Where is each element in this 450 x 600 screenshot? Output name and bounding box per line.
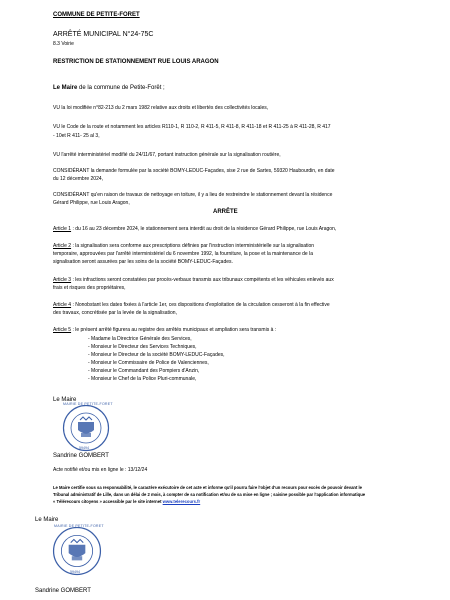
article-3-text-2: frais et risques des propriétaires,	[53, 285, 126, 291]
vu-line-2: VU le Code de la route et notamment les articles R110-1, R 110-2, R 411-5, R 411-8, R 411-18 et R 411-25 à R 411-28, R 417	[53, 124, 331, 130]
article-2-text-3: signalisation seront assurées par les soins de la société BOMY-LEDUC-Façades.	[53, 259, 233, 265]
signature-1-name: Sandrine GOMBERT	[53, 453, 109, 459]
article-1-label: Article 1	[53, 226, 72, 232]
category-label: 8.3 Voirie	[53, 41, 74, 47]
considerant-1-line-1: CONSIDÉRANT la demande formulée par la société BOMY-LEDUC-Façades, sise 2 rue de Sartes, 59320 Haubourdin, en date	[53, 168, 335, 174]
arrete-heading: ARRÊTE	[213, 209, 238, 215]
article-5-label: Article 5	[53, 327, 72, 333]
article-4	[53, 302, 330, 308]
signature-2-name: Sandrine GOMBERT	[35, 588, 91, 594]
article-5	[53, 327, 276, 333]
town-seal-2	[52, 526, 102, 576]
recipient-1: - Madame la Directrice Générale des Services,	[88, 336, 192, 342]
signature-1-role: Le Maire	[53, 397, 77, 403]
seal-1-text: MAIRIE DE PETITE-FORET	[63, 402, 113, 406]
recipient-6: - Monsieur le Chef de la Police Pluri-communale,	[88, 376, 197, 382]
maire-intro-rest: de la commune de Petite-Forêt ;	[77, 85, 165, 91]
article-3-label: Article 3	[53, 277, 72, 283]
signature-2-role: Le Maire	[35, 517, 59, 523]
document-title: RESTRICTION DE STATIONNEMENT RUE LOUIS ARAGON	[53, 59, 219, 65]
town-seal-1	[62, 404, 110, 452]
legal-notice-1: Le Maire certifie sous sa responsabilité, le caractère exécutoire de cet acte et informe qu'il pourra faire l'objet d'un recours pour excès de pouvoir devant le	[53, 485, 363, 490]
vu-line-3: - 10et R 411- 25 al 3,	[53, 133, 100, 139]
commune-name: COMMUNE DE PETITE-FORET	[53, 12, 140, 18]
seal-1-bottom: 59494	[79, 446, 89, 450]
maire-intro-bold: Le Maire	[53, 85, 78, 91]
recipient-2: - Monsieur le Directeur des Services Techniques,	[88, 344, 197, 350]
considerant-1-line-2: du 12 décembre 2024,	[53, 176, 104, 182]
article-1-text: : du 16 au 23 décembre 2024, le stationnement sera interdit au droit de la résidence Gérard Philippe, rue Louis Aragon,	[71, 226, 337, 232]
publication-date: Acte notifié et/ou mis en ligne le : 13/12/24	[53, 467, 148, 473]
article-4-label: Article 4	[53, 302, 72, 308]
article-2-label: Article 2	[53, 243, 72, 249]
legal-notice-3	[53, 499, 200, 504]
arrete-number: ARRÊTÉ MUNICIPAL N°24-75C	[53, 31, 154, 38]
article-3-text-1: : les infractions seront constatées par procès-verbaux transmis aux tribunaux compétents et les véhicules enlevés aux	[71, 277, 334, 283]
vu-line-1: VU la loi modifiée n°82-213 du 2 mars 1982 relative aux droits et libertés des collectivités locales,	[53, 105, 269, 111]
recipient-3: - Monsieur le Directeur de la société BOMY-LEDUC-Façades,	[88, 352, 225, 358]
telerecours-link[interactable]: www.telerecours.fr	[162, 499, 201, 504]
article-2-text-2: temporaire, approuvées par l'arrêté interministériel du 6 novembre 1992, la fourniture, la pose et la maintenance de la	[53, 251, 313, 257]
recipient-5: - Monsieur le Commandant des Pompiers d'Anzin,	[88, 368, 200, 374]
seal-2-text: MAIRIE DE PETITE-FORET	[54, 524, 104, 528]
article-3	[53, 277, 334, 283]
recipient-4: - Monsieur le Commissaire de Police de Valenciennes,	[88, 360, 209, 366]
considerant-2-line-2: Gérard Philippe, rue Louis Aragon,	[53, 200, 130, 206]
legal-notice-3-text: « Télérecours citoyens » accessible par le site internet	[53, 499, 163, 504]
seal-2-bottom: 59494	[70, 570, 80, 574]
article-4-text-2: des travaux, concrétisée par la levée de la signalisation,	[53, 310, 177, 316]
article-1	[53, 226, 336, 232]
article-2	[53, 243, 314, 249]
legal-notice-2: Tribunal administratif de Lille, dans un délai de 2 mois, à compter de sa notification et/ou de sa mise en ligne ; saisine possible par l'application informatique	[53, 492, 366, 497]
maire-intro	[53, 85, 165, 93]
article-2-text-1: : la signalisation sera conforme aux prescriptions définies par l'instruction interministérielle sur la signalisation	[71, 243, 315, 249]
article-5-text-1: : le présent arrêté figurera au registre des arrêtés municipaux et ampliation sera transmis à :	[71, 327, 277, 333]
vu-line-4: VU l'arrêté interministériel modifié du 24/11/67, portant instruction générale sur la signalisation routière,	[53, 152, 281, 158]
considerant-2-line-1: CONSIDÉRANT qu'en raison de travaux de nettoyage en toiture, il y a lieu de restreindre le stationnement devant la résidence	[53, 192, 333, 198]
article-4-text-1: : Nonobstant les dates fixées à l'article 1er, ces dispositions d'exploitation de la circulation cesseront à la fin effective	[71, 302, 330, 308]
